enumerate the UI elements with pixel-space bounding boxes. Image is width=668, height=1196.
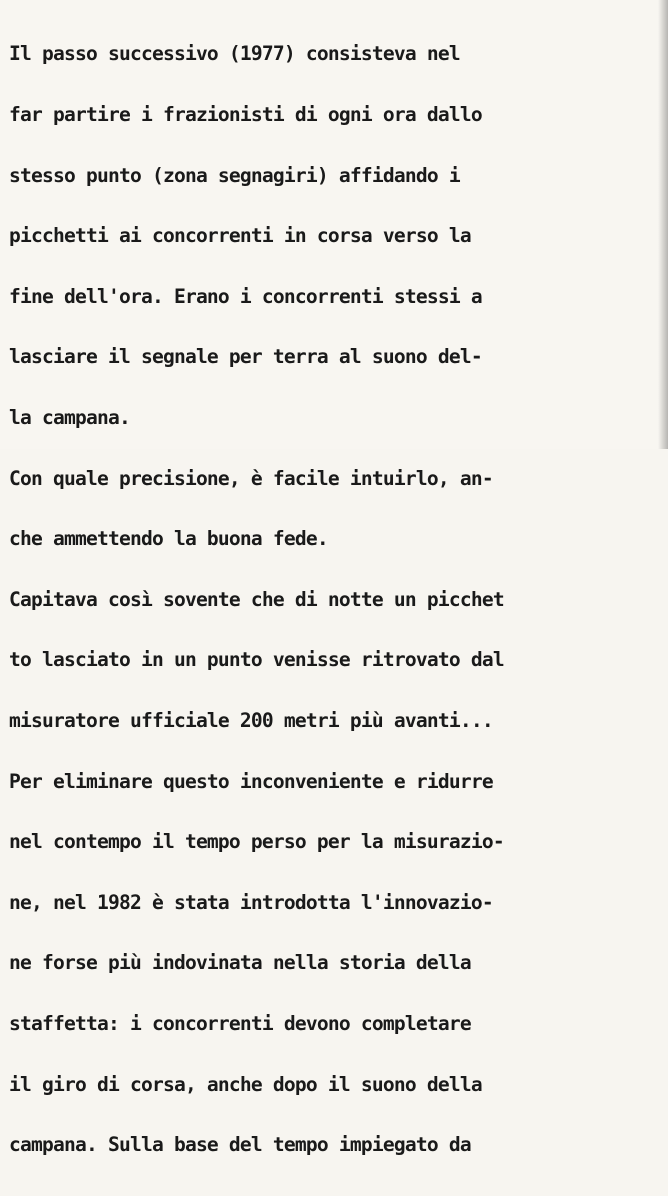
text-line: far partire i frazionisti di ogni ora dallo [9, 103, 482, 126]
text-line: il giro di corsa, anche dopo il suono della [9, 1072, 482, 1096]
text-line: la campana. [9, 405, 130, 429]
text-line: to lasciato in un punto venisse ritrovato dal [9, 648, 504, 672]
text-line: nel contempo il tempo perso per la misurazio- [9, 830, 504, 854]
text-line: Capitava così sovente che di notte un picchet [9, 587, 504, 611]
text-line: Con quale precisione, è facile intuirlo, an- [9, 466, 493, 490]
text-line: Il passo successivo (1977) consisteva nel [9, 42, 460, 66]
text-line: Per eliminare questo inconveniente e ridurre [9, 769, 493, 793]
page-edge-shadow [658, 0, 668, 449]
text-line: misuratore ufficiale 200 metri più avanti... [9, 708, 493, 732]
text-line: stesso punto (zona segnagiri) affidando i [9, 163, 460, 187]
text-line: ne forse più indovinata nella storia della [9, 951, 471, 975]
text-line: staffetta: i concorrenti devono completare [9, 1011, 471, 1035]
text-line: campana. Sulla base del tempo impiegato da [9, 1133, 471, 1157]
typewritten-text-body [9, 4, 659, 1196]
text-line: ne, nel 1982 è stata introdotta l'innovazio- [9, 890, 493, 914]
text-line: picchetti ai concorrenti in corsa verso la [9, 224, 471, 248]
text-line: lasciare il segnale per terra al suono del- [9, 345, 482, 369]
text-line: fine dell'ora. Erano i concorrenti stessi a [9, 284, 482, 308]
text-line: che ammettendo la buona fede. [9, 527, 328, 551]
